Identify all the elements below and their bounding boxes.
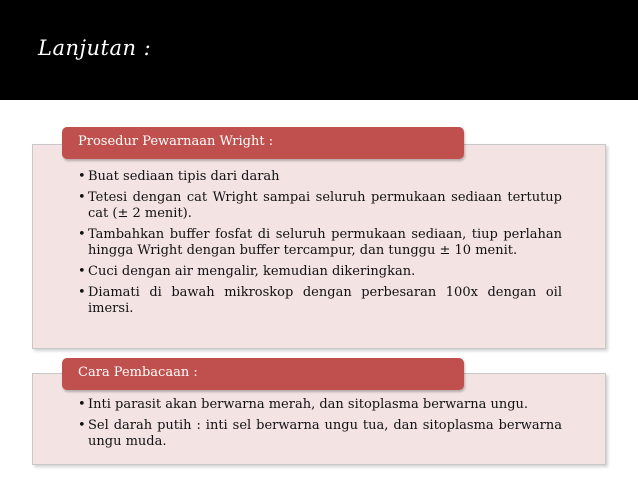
list-item: • Tetesi dengan cat Wright sampai seluruh permukaan sediaan tertutup cat (± 2 menit). <box>78 190 562 222</box>
procedure-heading: Prosedur Pewarnaan Wright : <box>62 127 464 159</box>
list-item: • Tambahkan buffer fosfat di seluruh permukaan sediaan, tiup perlahan hingga Wright dengan buffer tercampur, dan tunggu ± 10 menit. <box>78 227 562 259</box>
list-item: • Diamati di bawah mikroskop dengan perbesaran 100x dengan oil imersi. <box>78 285 562 317</box>
title-bar <box>0 0 638 100</box>
procedure-list <box>78 169 562 322</box>
reading-list <box>78 397 562 455</box>
list-item: • Buat sediaan tipis dari darah <box>78 169 562 185</box>
list-item: • Cuci dengan air mengalir, kemudian dikeringkan. <box>78 264 562 280</box>
list-item: • Inti parasit akan berwarna merah, dan sitoplasma berwarna ungu. <box>78 397 562 413</box>
list-item: • Sel darah putih : inti sel berwarna ungu tua, dan sitoplasma berwarna ungu muda. <box>78 418 562 450</box>
reading-heading: Cara Pembacaan : <box>62 358 464 390</box>
slide-title: Lanjutan : <box>38 36 152 60</box>
